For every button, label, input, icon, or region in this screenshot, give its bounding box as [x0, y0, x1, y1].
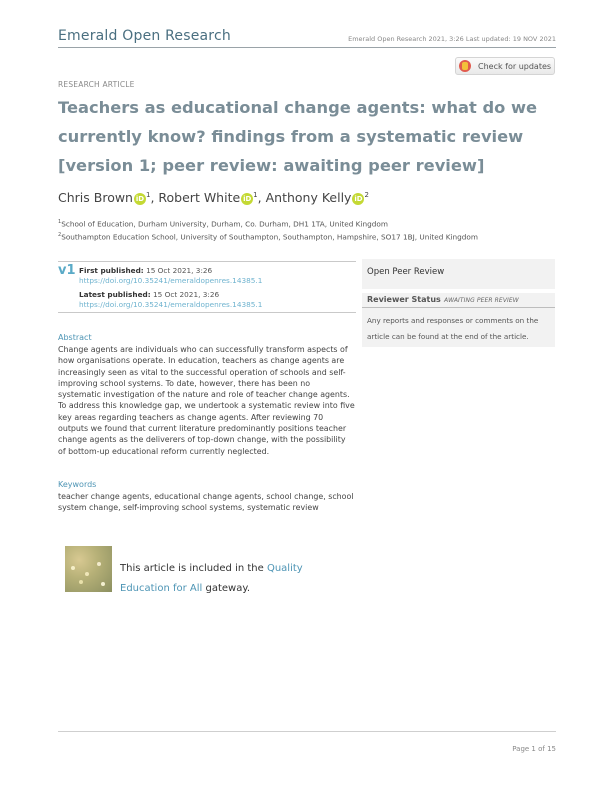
reviewer-status-label: Reviewer Status: [367, 295, 441, 304]
author-affil-marker: 1: [253, 190, 258, 199]
gateway-thumbnail[interactable]: [65, 546, 112, 592]
panel-rule: [362, 307, 555, 308]
latest-published-label: Latest published:: [79, 290, 151, 299]
affiliation-item: [58, 230, 478, 243]
first-published-date: 15 Oct 2021, 3:26: [146, 266, 213, 275]
latest-published-date: 15 Oct 2021, 3:26: [152, 290, 220, 299]
author-affil-marker: 1: [145, 190, 151, 199]
first-published: [79, 266, 212, 275]
affiliation-number: 1: [58, 219, 62, 225]
author-list: Chris Brown $iD^1$, Robert White $iD^1$, Anthony Kelly $iD^2$: [58, 190, 369, 205]
latest-doi-link[interactable]: https://doi.org/10.35241/emeraldopenres.14385.1: [79, 300, 263, 309]
open-peer-review-panel: [362, 259, 555, 347]
crossmark-icon: [459, 60, 471, 72]
keywords-text: teacher change agents, educational change agents, school change, school system change, self-improving school systems, systematic review: [58, 492, 354, 513]
journal-brand[interactable]: Emerald Open Research: [58, 28, 231, 44]
orcid-icon[interactable]: iD: [135, 195, 145, 203]
affiliations: [58, 217, 478, 243]
affiliation-text: School of Education, Durham University, Durham, Co. Durham, DH1 1TA, United Kingdom: [61, 219, 388, 229]
article-type: RESEARCH ARTICLE: [58, 80, 135, 89]
page-number: Page 1 of 15: [512, 745, 556, 753]
footer-divider: [58, 731, 556, 732]
gateway-prefix: This article is included in the: [120, 563, 267, 574]
first-published-label: First published:: [79, 266, 144, 275]
abstract-heading: Abstract: [58, 333, 92, 342]
journal-header: [58, 26, 556, 48]
reviewer-status-value: AWAITING PEER REVIEW: [444, 297, 519, 304]
orcid-icon[interactable]: iD: [354, 195, 363, 203]
author-name[interactable]: Robert White: [158, 190, 241, 205]
gateway-link[interactable]: Quality Education for All: [120, 563, 303, 594]
author-name[interactable]: Chris Brown: [58, 190, 133, 205]
abstract-text: Change agents are individuals who can successfully transform aspects of how organisations operate. In education, teachers as change agents are increasingly seen as vital to the successful operation of schools and self-improving school systems. To date, however, there has been no systematic investigation of the nature and role of teacher change agents. To address this knowledge gap, we undertook a systematic review into five key areas regarding teachers as change agents. After reviewing 70 outputs we found that current literature predominantly positions teacher change agents as the deliverers of top-down change, with the possibility of bottom-up educational reform currently neglected.: [58, 345, 355, 456]
orcid-icon[interactable]: iD: [243, 195, 252, 203]
affiliation-item: [58, 217, 478, 230]
gateway-notice: [120, 559, 350, 598]
peer-review-note: Any reports and responses or comments on the article can be found at the end of the article.: [367, 316, 539, 341]
panel-title: Open Peer Review: [367, 267, 445, 277]
panel-divider: [362, 289, 555, 293]
first-doi-link[interactable]: https://doi.org/10.35241/emeraldopenres.14385.1: [79, 276, 263, 285]
gateway-suffix: gateway.: [202, 582, 251, 594]
keywords-heading: Keywords: [58, 480, 97, 489]
version-info: [58, 261, 356, 313]
affiliation-number: 2: [58, 231, 62, 238]
check-for-updates-label: Check for updates: [478, 62, 552, 71]
article-title: Teachers as educational change agents: what do we currently know? findings from a systematic review [version 1; peer review: awaiting peer review]: [58, 98, 538, 175]
author-affil-marker: 2: [364, 190, 369, 199]
latest-published: [79, 290, 219, 299]
author-name[interactable]: Anthony Kelly: [265, 190, 352, 205]
version-badge: v1: [58, 263, 76, 278]
affiliation-text: Southampton Education School, University of Southampton, Southampton, Hampshire, SO17 1BJ, United Kingdom: [61, 232, 478, 242]
citation-line: Emerald Open Research 2021, 3:26 Last updated: 19 NOV 2021: [348, 35, 556, 43]
check-for-updates-button[interactable]: [455, 57, 555, 75]
